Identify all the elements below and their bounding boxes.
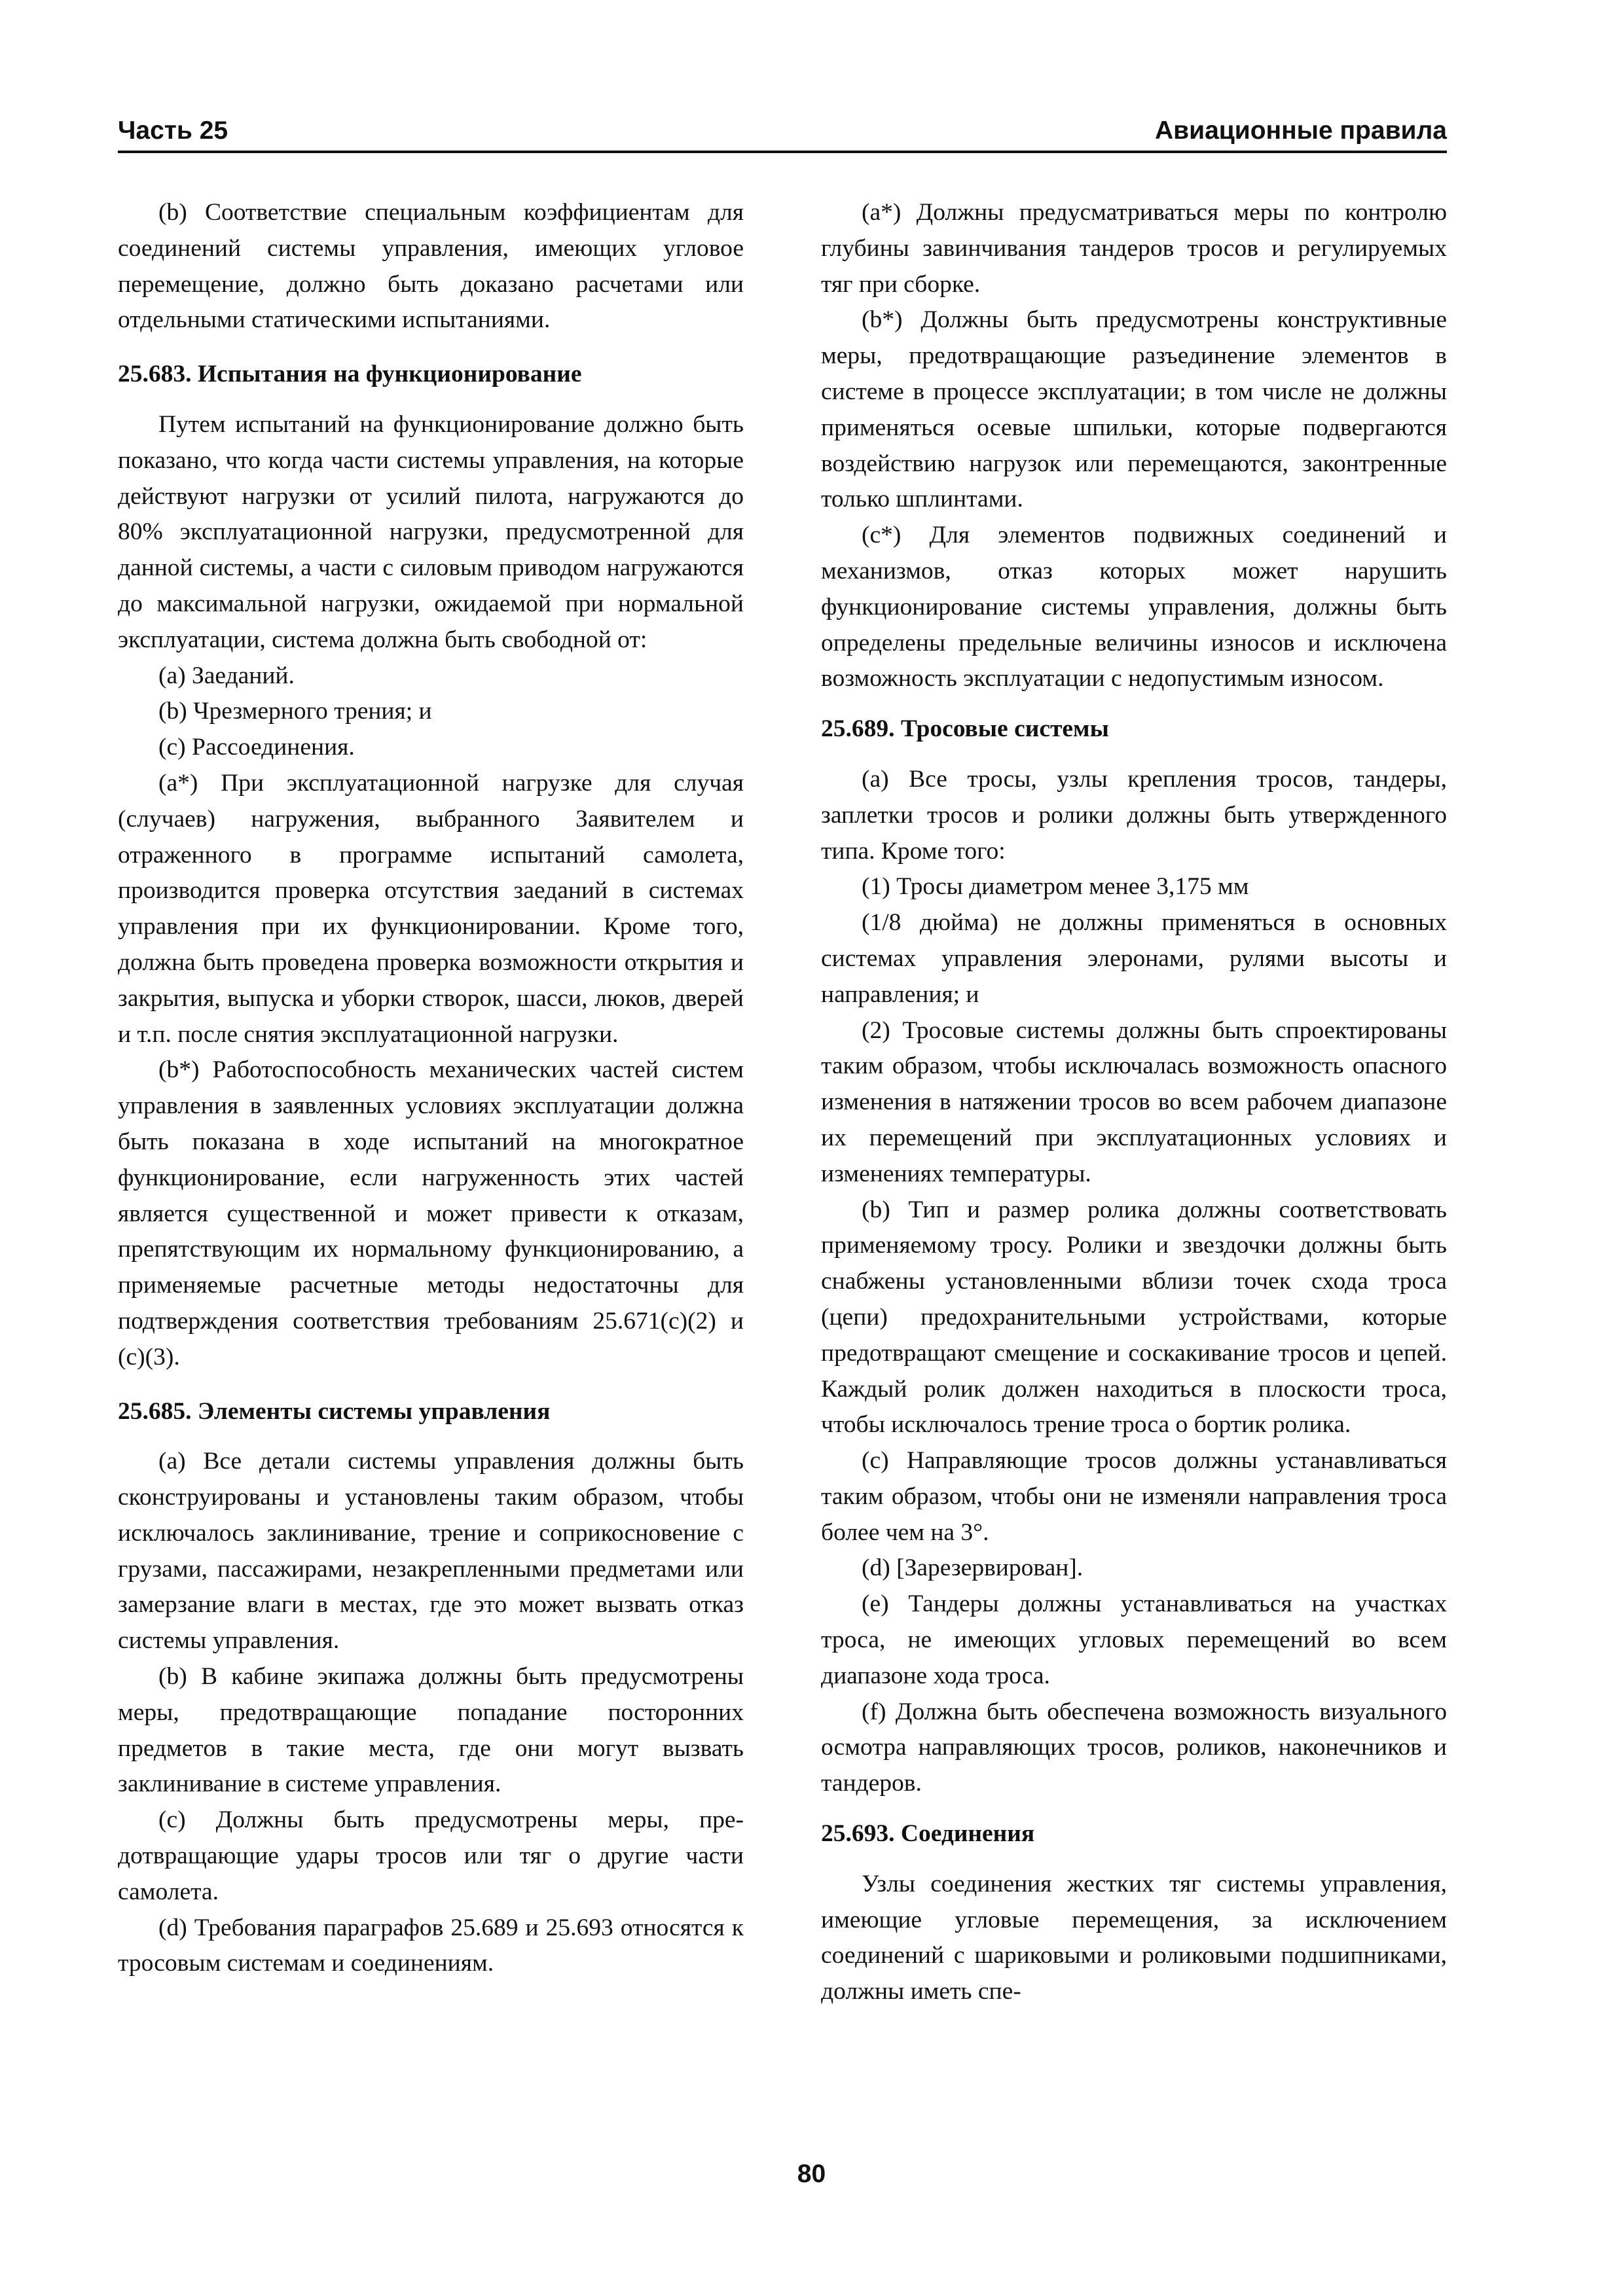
paragraph: (b*) Работоспособность механических частей систем управления в заявленных условиях эксплуатации должна быть показана в ходе испытаний на многократное функционирование, если нагруженность этих частей является существенной и может привести к отказам, препятствующим их нормальному функционированию, а применяемые расчетные методы недостаточны для подтверждения соответствия требованиям 25.671(c)(2) и (c)(3).	[118, 1056, 744, 1371]
paragraph: (c*) Для элементов подвижных соединений и механизмов, отказ которых может нарушить функционирование системы управления, должны быть определены предельные величины износов и исключена возможность эксплуатации с недопустимым износом.	[821, 522, 1447, 692]
paragraph: (c) Должны быть предусмотрены меры, предотвращающие удары тросов или тяг о другие части самолета.	[118, 1806, 744, 1905]
list-item: (c) Рассоединения.	[158, 734, 355, 761]
running-header	[118, 113, 1447, 153]
right-column	[821, 195, 1447, 2010]
paragraph: Путем испытаний на функционирование должно быть показано, что когда части системы управления, на которые действуют нагрузки от усилий пилота, нагружаются до 80% эксплуатационной нагрузки, предусмотренной для данной системы, а части с силовым приводом нагружаются до максимальной нагрузки, ожидаемой при нормальной эксплуатации, система должна быть свободной от:	[118, 410, 744, 653]
paragraph: (a*) При эксплуатационной нагрузке для случая (случаев) нагружения, выбранного Заявителем и отраженного в программе испытаний самолета, производится проверка отсутствия заеданий в системах управления при их функционировании. Кроме того, должна быть проведена проверка возможности открытия и закрытия, выпуска и уборки створок, шасси, люков, дверей и т.п. после снятия эксплуатационной нагрузки.	[118, 769, 744, 1048]
header-part: Часть 25	[118, 117, 228, 145]
paragraph: (b) Тип и размер ролика должны соответствовать применяемому тросу. Ролики и звездочки должны быть снабжены установленными вблизи точек схода троса (цепи) предохранительными устройствами, которые предотвращают смещение и соскакивание тросов и цепей. Каждый ролик должен находиться в плоскости троса, чтобы исключалось трение троса о бортик ролика.	[821, 1196, 1447, 1439]
paragraph: (b) Соответствие специальным коэффициентам для соединений системы управления, имеющих угловое перемещение, должно быть доказано расчетами или отдельными статическими испытаниями.	[118, 199, 744, 334]
section-heading-25-693: 25.693. Соединения	[821, 1820, 1035, 1848]
list-item: (1) Тросы диаметром менее 3,175 мм	[862, 873, 1249, 901]
page-number: 80	[797, 2160, 826, 2188]
left-column	[118, 195, 744, 1982]
section-heading-25-689: 25.689. Тросовые системы	[821, 715, 1109, 743]
paragraph: (e) Тандеры должны устанавливаться на участках троса, не имеющих угловых перемещений во всем диапазоне хода троса.	[821, 1590, 1447, 1689]
paragraph: (c) Направляющие тросов должны устанавливаться таким образом, чтобы они не изменяли направления троса более чем на 3°.	[821, 1447, 1447, 1546]
paragraph: (a) Все детали системы управления должны быть сконструированы и установлены таким образом, чтобы исключалось заклинивание, трение и соприкосновение с грузами, пассажирами, незакрепленными предметами или замерзание влаги в местах, где это может вызвать отказ системы управления.	[118, 1448, 744, 1655]
section-heading-25-685: 25.685. Элементы системы управления	[118, 1397, 551, 1425]
paragraph: (2) Тросовые системы должны быть спроектированы таким образом, чтобы исключалась возможность опасного изменения в натяжении тросов во всем рабочем диапазоне их перемещений при эксплуатационных условиях и изменениях температуры.	[821, 1016, 1447, 1187]
paragraph: (d) Требования параграфов 25.689 и 25.693 относятся к тросовым системам и соединениям.	[118, 1914, 744, 1977]
list-item: (d) [Зарезервирован].	[862, 1554, 1084, 1582]
paragraph: (a*) Должны предусматриваться меры по контролю глубины завинчивания тандеров тросов и регулируемых тяг при сборке.	[821, 199, 1447, 298]
paragraph: Узлы соединения жестких тяг системы управления, имеющие угловые перемещения, за исключением соединений с шариковыми и роликовыми подшипниками, должны иметь спе-	[821, 1870, 1447, 2005]
list-item: (b) Чрезмерного трения; и	[158, 698, 432, 725]
header-title: Авиационные правила	[1154, 117, 1447, 145]
paragraph: (1/8 дюйма) не должны применяться в основных системах управления элеронами, рулями высоты и направления; и	[821, 909, 1447, 1008]
paragraph: (b) В кабине экипажа должны быть предусмотрены меры, предотвращающие попадание посторонних предметов в такие места, где они могут вызвать заклинивание в системе управления.	[118, 1663, 744, 1798]
section-heading-25-683: 25.683. Испытания на функционирование	[118, 361, 582, 388]
list-item: (a) Заеданий.	[158, 662, 295, 689]
paragraph: (a) Все тросы, узлы крепления тросов, тандеры, заплетки тросов и ролики должны быть утвержденного типа. Кроме того:	[821, 765, 1447, 865]
paragraph: (b*) Должны быть предусмотрены конструктивные меры, предотвращающие разъединение элементов в системе в процессе эксплуатации; в том числе не должны применяться осевые шпильки, которые подвергаются воздействию нагрузок или перемещаются, законтренные только шплинтами.	[821, 306, 1447, 513]
paragraph: (f) Должна быть обеспечена возможность визуального осмотра направляющих тросов, роликов, наконечников и тандеров.	[821, 1698, 1447, 1797]
